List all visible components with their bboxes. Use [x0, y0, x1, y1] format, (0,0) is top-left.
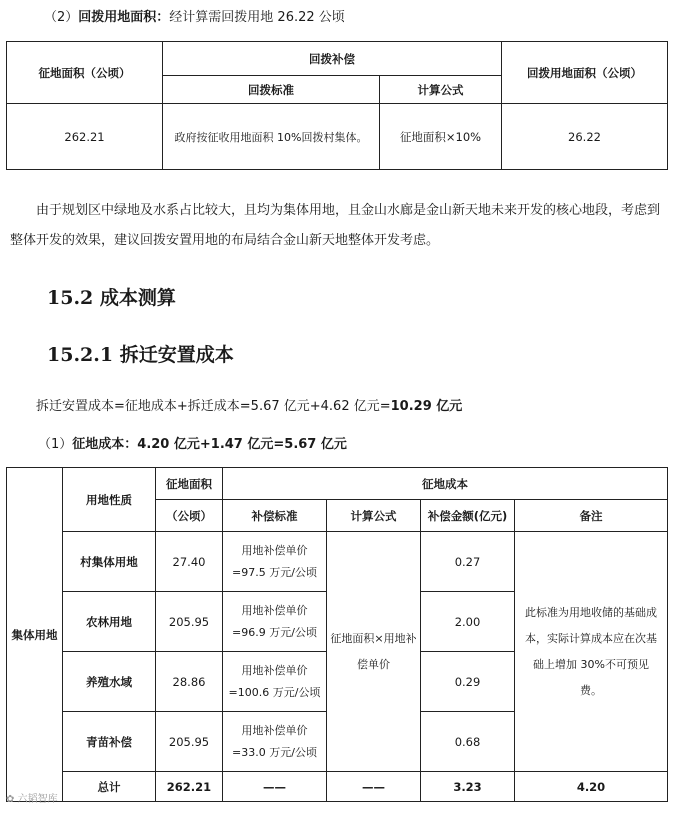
land-cost-table — [6, 467, 668, 802]
t1-header-group: 回拨补偿 — [163, 42, 502, 76]
watermark-icon: ✿ — [6, 794, 15, 805]
body-paragraph: 由于规划区中绿地及水系占比较大，且均为集体用地，且金山水廊是金山新天地未来开发的核心地段，考虑到整体开发的效果，建议回拨安置用地的布局结合金山新天地整体开发考虑。 — [10, 203, 661, 248]
t1-cell-area: 262.21 — [7, 104, 163, 170]
land-return-prefix: （2） — [44, 10, 79, 25]
heading-cost-estimate: 15.2 成本测算 — [47, 287, 176, 309]
t1-cell-result: 26.22 — [502, 104, 668, 170]
land-return-line — [44, 6, 345, 25]
t2-header-amount: 补偿金额(亿元) — [421, 500, 515, 532]
t2-total-amount: 3.23 — [421, 772, 515, 802]
t2-row-amount: 0.68 — [421, 712, 515, 772]
t2-formula-cell: 征地面积×用地补偿单价 — [327, 532, 421, 772]
land-cost-prefix: （1） — [38, 437, 73, 452]
t2-total-area: 262.21 — [156, 772, 223, 802]
t2-header-group: 征地成本 — [223, 468, 668, 500]
t1-header-formula: 计算公式 — [380, 76, 502, 104]
land-cost-line — [38, 433, 347, 452]
formula-line — [36, 395, 462, 414]
t1-cell-formula: 征地面积×10% — [380, 104, 502, 170]
land-return-text: 经计算需回拨用地 26.22 公顷 — [169, 10, 345, 25]
t2-row-amount: 2.00 — [421, 592, 515, 652]
t2-row-standard: 用地补偿单价 =96.9 万元/公顷 — [223, 592, 327, 652]
t2-row-name: 农林用地 — [63, 592, 156, 652]
t2-header-standard: 补偿标准 — [223, 500, 327, 532]
t1-header-area: 征地面积（公顷） — [7, 42, 163, 104]
t2-total-label: 总计 — [63, 772, 156, 802]
t2-category: 集体用地 — [7, 468, 63, 802]
t2-header-note: 备注 — [515, 500, 668, 532]
t2-row-area: 27.40 — [156, 532, 223, 592]
t2-row-area: 28.86 — [156, 652, 223, 712]
watermark — [6, 790, 58, 805]
land-cost-text: 征地成本：4.20 亿元+1.47 亿元=5.67 亿元 — [72, 437, 347, 452]
t1-header-standard: 回拨标准 — [163, 76, 380, 104]
formula-total: 10.29 亿元 — [390, 399, 463, 414]
t2-row-area: 205.95 — [156, 712, 223, 772]
t2-total-standard: —— — [223, 772, 327, 802]
t1-header-result: 回拨用地面积（公顷） — [502, 42, 668, 104]
t2-note-cell: 此标准为用地收储的基础成本，实际计算成本应在次基础上增加 30%不可预见费。 — [515, 532, 668, 772]
watermark-text: 六韬智库 — [17, 794, 58, 805]
t2-row-amount: 0.29 — [421, 652, 515, 712]
heading-relocation-cost: 15.2.1 拆迁安置成本 — [47, 344, 234, 366]
t2-row-name: 村集体用地 — [63, 532, 156, 592]
t2-header-formula: 计算公式 — [327, 500, 421, 532]
t2-total-note: 4.20 — [515, 772, 668, 802]
t2-row-standard: 用地补偿单价 =33.0 万元/公顷 — [223, 712, 327, 772]
t2-header-nature: 用地性质 — [63, 468, 156, 532]
land-return-label: 回拨用地面积： — [78, 10, 170, 25]
formula-text: 拆迁安置成本=征地成本+拆迁成本=5.67 亿元+4.62 亿元= — [36, 399, 391, 414]
t2-row-name: 青苗补偿 — [63, 712, 156, 772]
land-return-table — [6, 41, 668, 170]
t2-row-name: 养殖水域 — [63, 652, 156, 712]
t2-header-area-1: 征地面积 — [156, 468, 223, 500]
t2-row-standard: 用地补偿单价 =100.6 万元/公顷 — [223, 652, 327, 712]
t2-total-formula: —— — [327, 772, 421, 802]
t2-header-area-2: （公顷） — [156, 500, 223, 532]
t1-cell-standard: 政府按征收用地面积 10%回拨村集体。 — [163, 104, 380, 170]
t2-row-standard: 用地补偿单价 =97.5 万元/公顷 — [223, 532, 327, 592]
t2-row-area: 205.95 — [156, 592, 223, 652]
t2-row-amount: 0.27 — [421, 532, 515, 592]
